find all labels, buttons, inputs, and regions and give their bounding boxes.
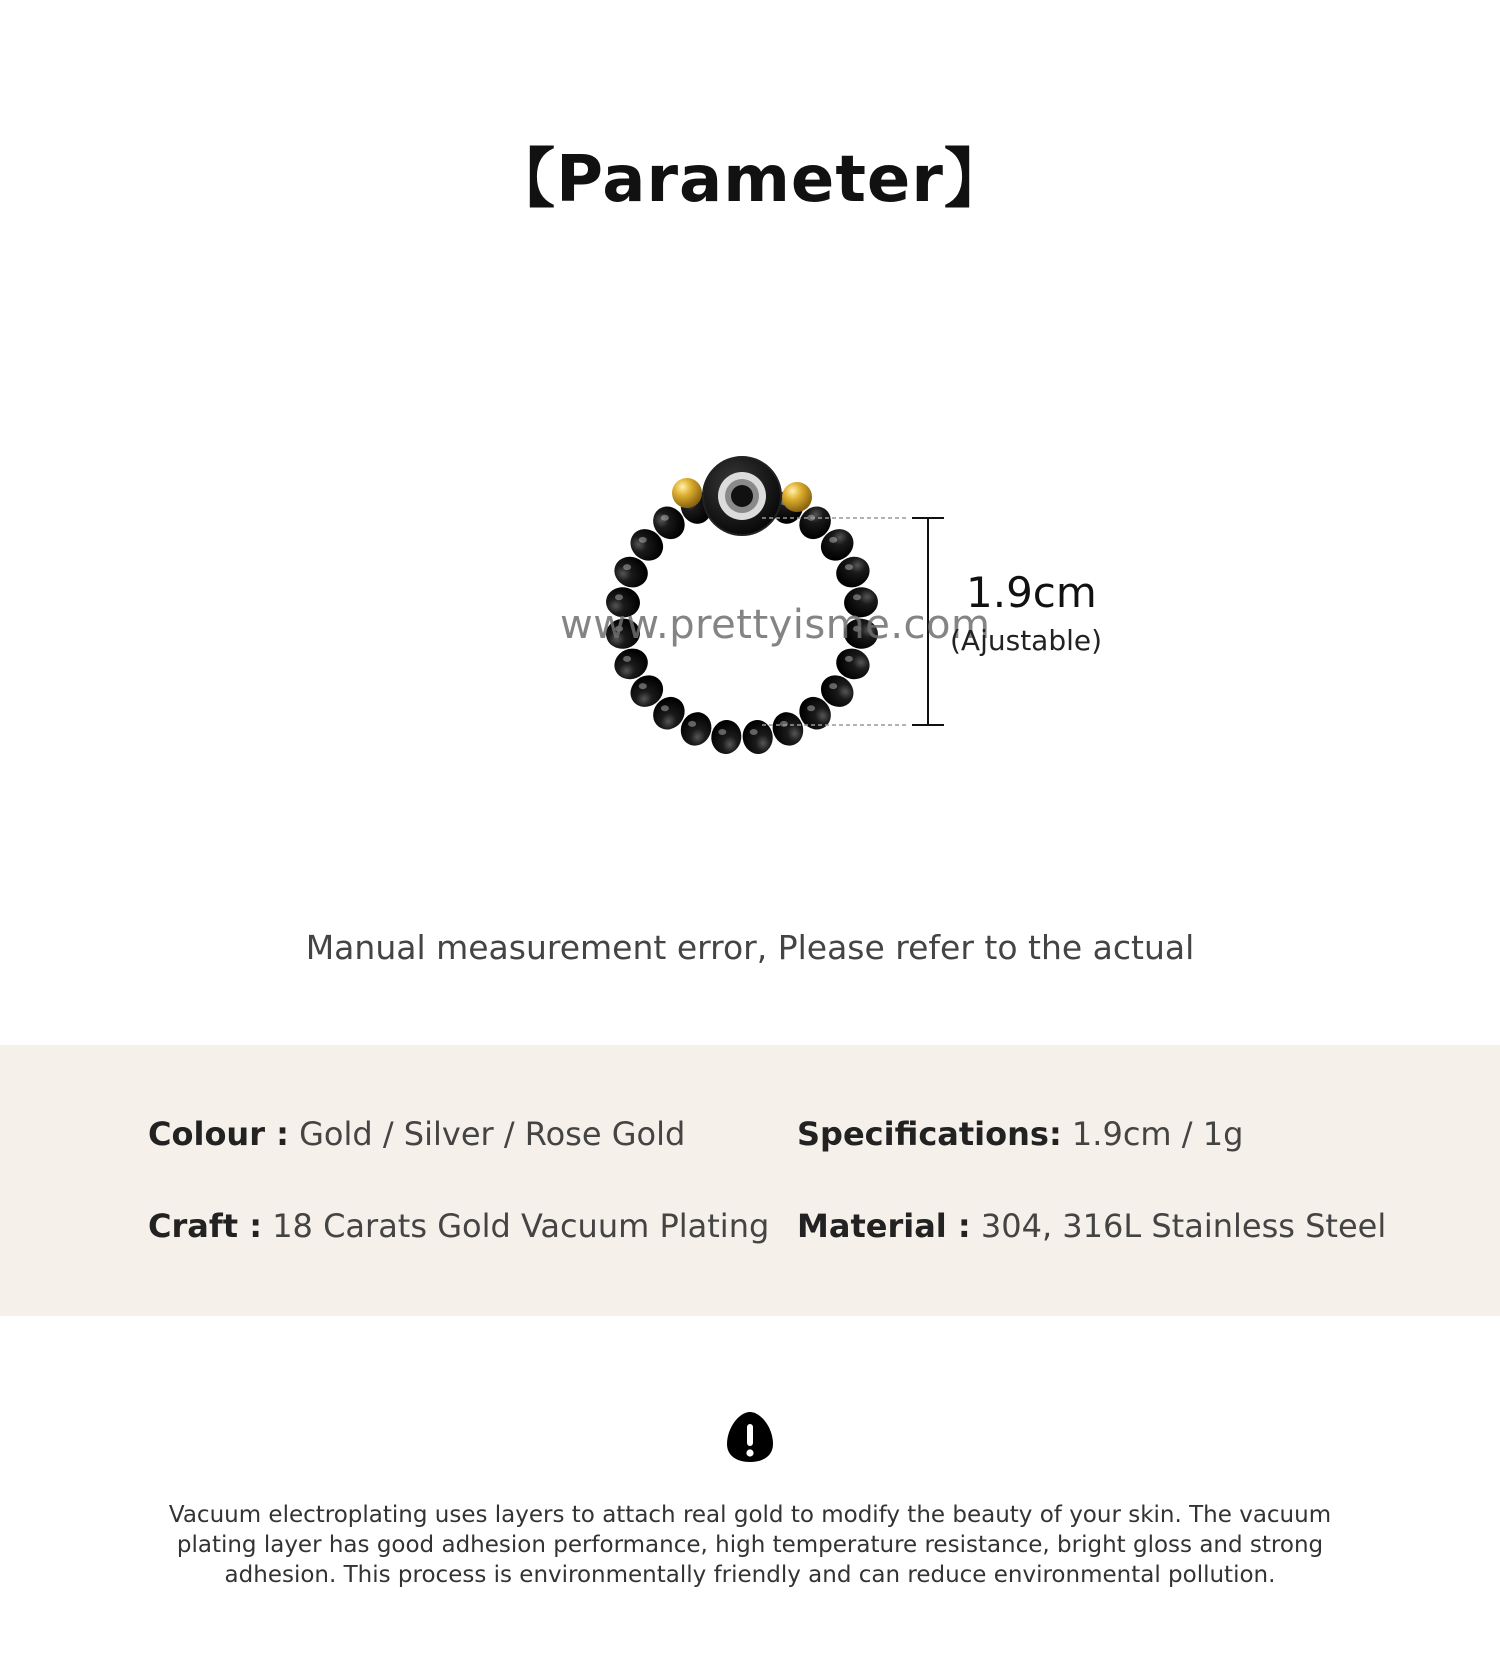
measurement-note: Manual measurement error, Please refer to the actual [305, 928, 1195, 967]
evil-eye-bead [703, 457, 781, 535]
gold-spacer-bead-right [782, 482, 812, 512]
specification-band [0, 1045, 1500, 1316]
bead-highlight [780, 721, 788, 727]
exclamation-icon [725, 1410, 775, 1464]
spec-specifications [797, 1115, 1243, 1153]
bead-highlight [623, 656, 631, 662]
bead-highlight [845, 564, 853, 570]
spec-craft [148, 1207, 769, 1245]
bead-highlight [688, 721, 696, 727]
plating-description: Vacuum electroplating uses layers to attach real gold to modify the beauty of your skin. The vacuum plating layer has good adhesion performance, high temperature resistance, bright gloss and strong adhesion. This process is environmentally friendly and can reduce environmental pollution. [168, 1502, 1332, 1588]
spec-material-value: 304, 316L Stainless Steel [980, 1207, 1387, 1245]
black-crystal-bead [709, 718, 743, 756]
gold-spacer-bead-left [672, 478, 702, 508]
bead-highlight [615, 594, 623, 600]
bead-highlight [807, 705, 815, 711]
bead-highlight [661, 705, 669, 711]
bead-highlight [718, 729, 726, 735]
bead-highlight [639, 537, 647, 543]
spec-colour-label: Colour : [148, 1115, 289, 1153]
ring-illustration [0, 0, 1500, 820]
spec-colour [148, 1115, 685, 1153]
spec-colour-value: Gold / Silver / Rose Gold [299, 1115, 686, 1153]
spec-specifications-label: Specifications: [797, 1115, 1062, 1153]
bead-highlight [661, 515, 669, 521]
product-image-area [0, 0, 1500, 820]
watermark: www.prettyisme.com [560, 602, 991, 648]
spec-craft-label: Craft : [148, 1207, 263, 1245]
bead-highlight [829, 537, 837, 543]
page-title: 【Parameter】 [491, 143, 1009, 217]
spec-craft-value: 18 Carats Gold Vacuum Plating [272, 1207, 770, 1245]
spec-specifications-value: 1.9cm / 1g [1071, 1115, 1244, 1153]
bead-highlight [623, 564, 631, 570]
spec-material [797, 1207, 1386, 1245]
bead-highlight [750, 729, 758, 735]
size-note: (Ajustable) [950, 624, 1103, 657]
black-crystal-bead [741, 718, 775, 756]
size-value: 1.9cm [966, 568, 1097, 617]
bead-highlight [829, 683, 837, 689]
bead-highlight [845, 656, 853, 662]
spec-material-label: Material : [797, 1207, 971, 1245]
bead-highlight [639, 683, 647, 689]
bead-highlight [853, 594, 861, 600]
